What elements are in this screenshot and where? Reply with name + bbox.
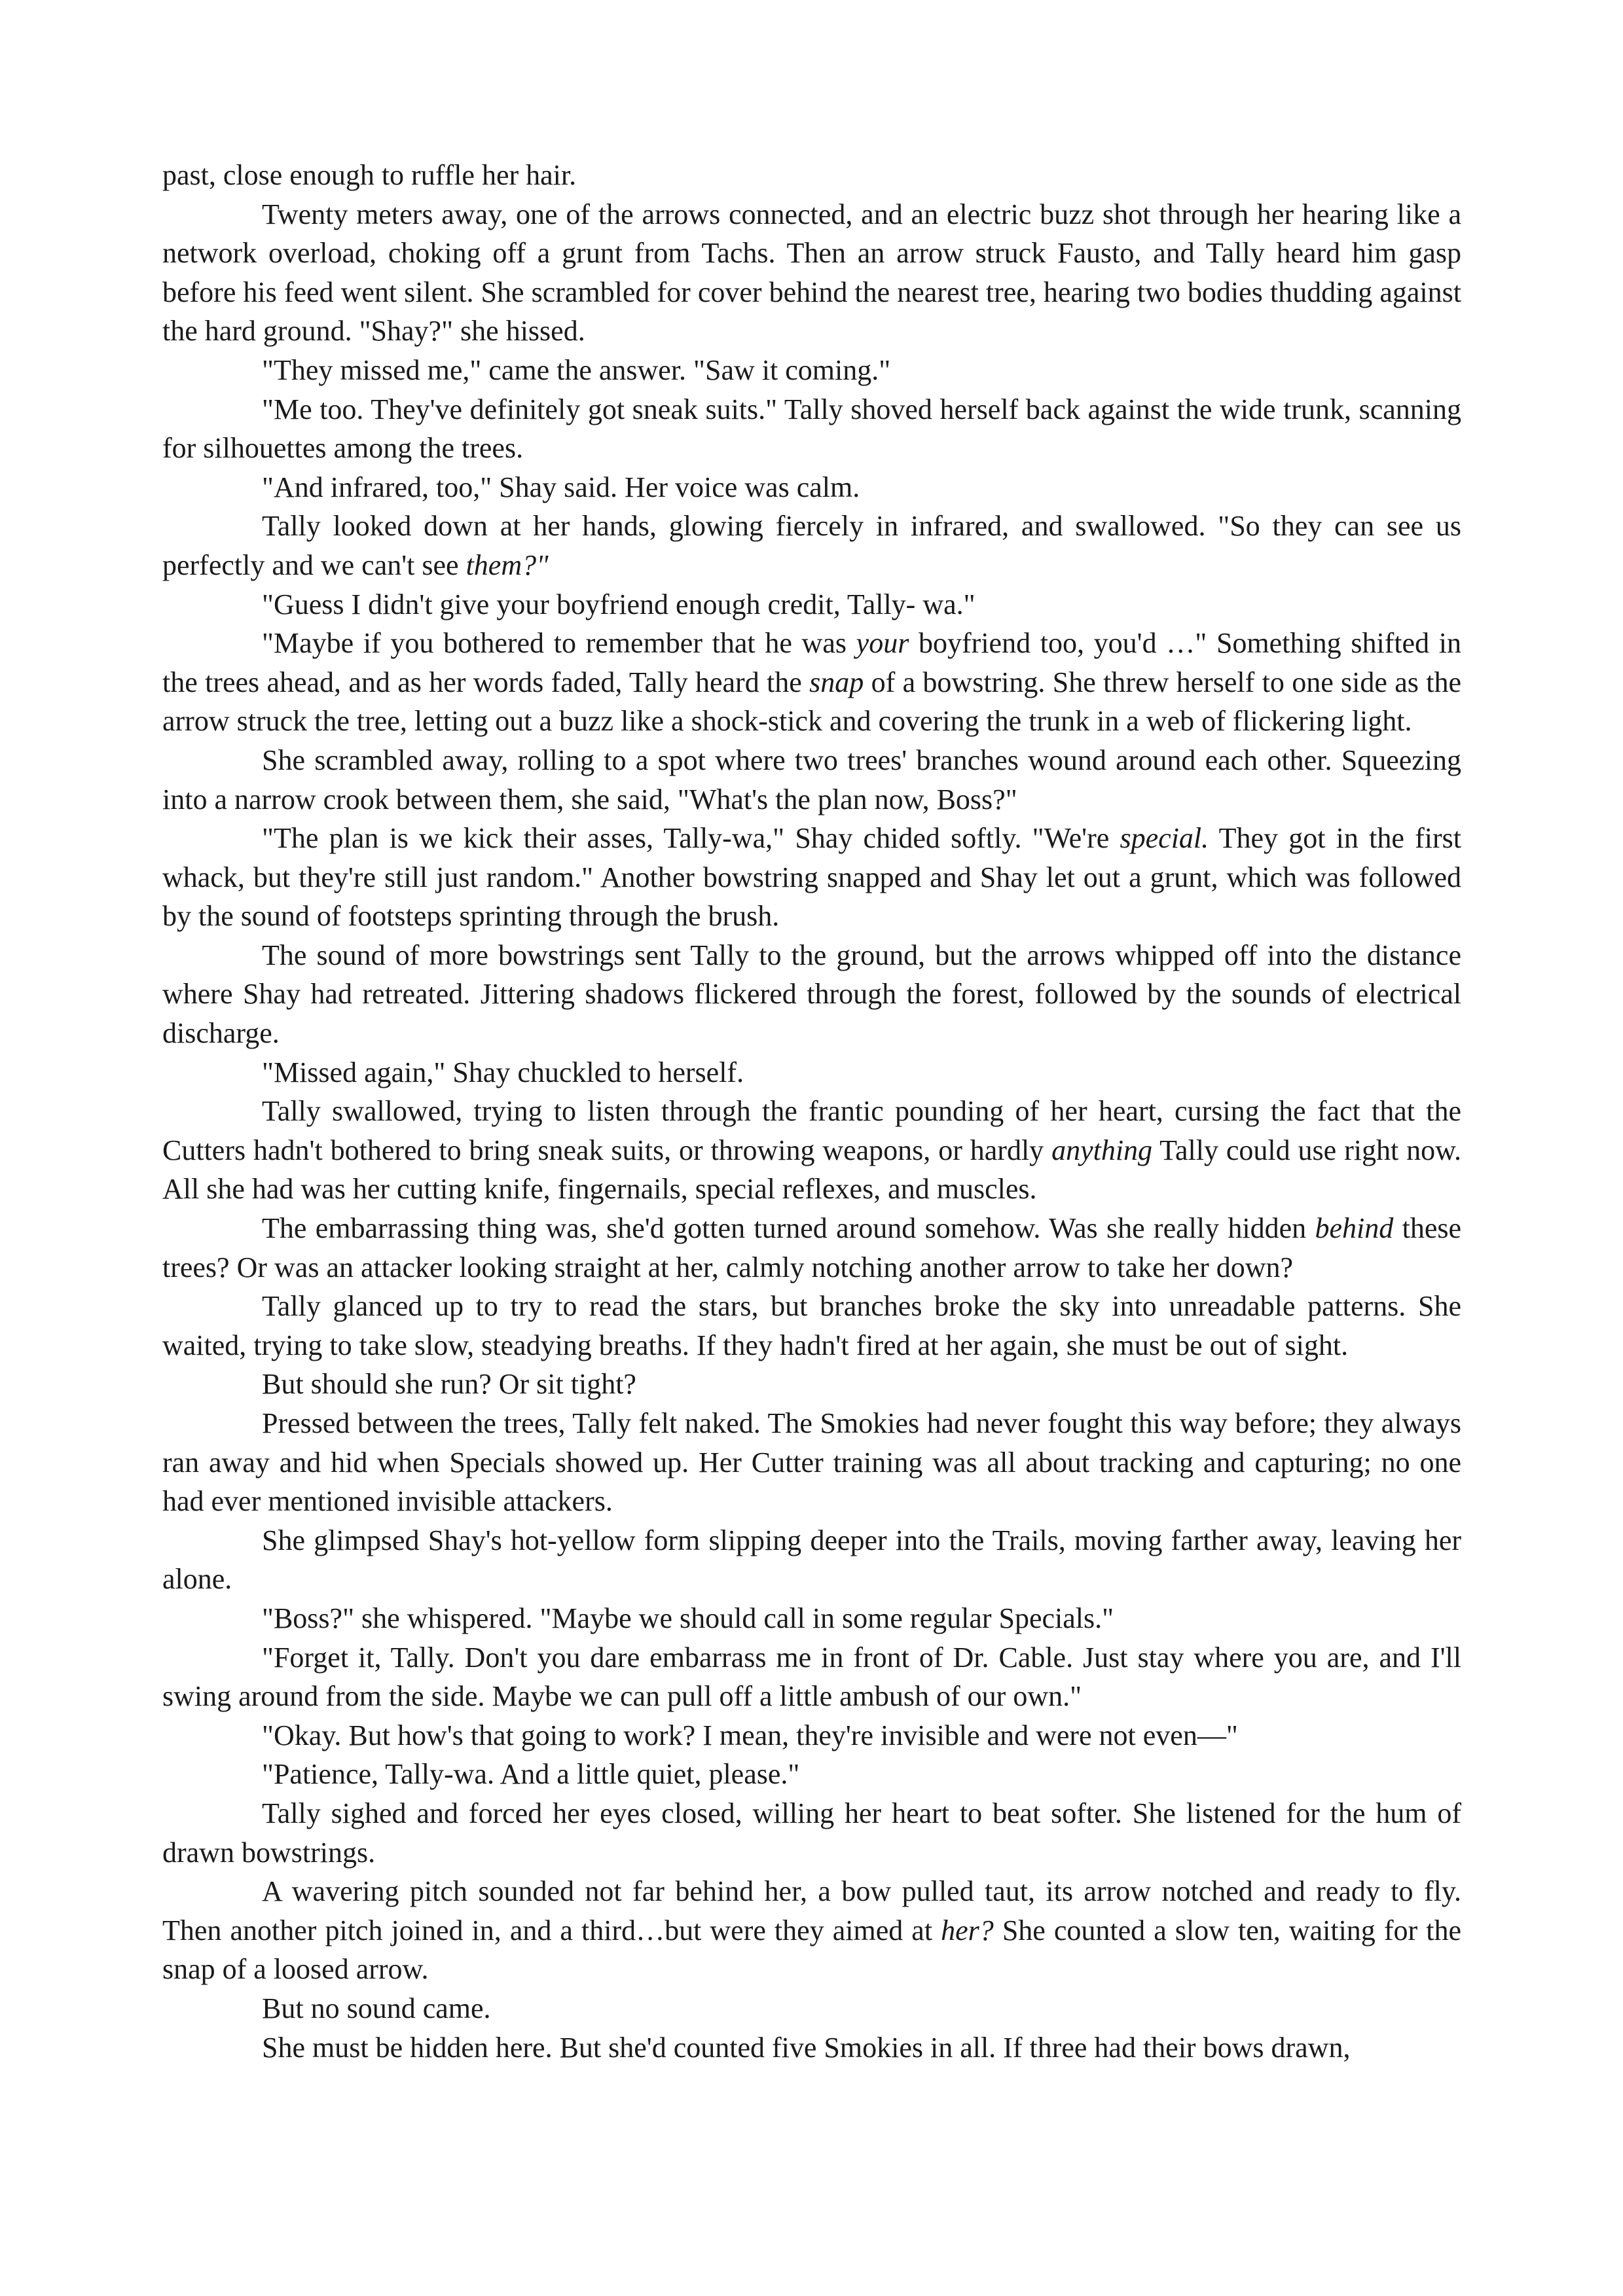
text-run: "Patience, Tally-wa. And a little quiet, please." (262, 1758, 800, 1791)
text-run: Tally swallowed, trying to listen through the frantic pounding of her heart, cursing the fact that the Cutters hadn't bothered to bring sneak suits, or throwing weapons, or hardly (162, 1095, 1461, 1166)
paragraph (162, 1365, 1461, 1404)
text-run: She scrambled away, rolling to a spot where two trees' branches wound around each other. Squeezing into a narrow crook between them, she said, "What's the plan now, Boss?" (162, 744, 1461, 816)
text-run: "Forget it, Tally. Don't you dare embarrass me in front of Dr. Cable. Just stay where you are, and I'll swing around from the side. Maybe we can pull off a little ambush of our own." (162, 1641, 1461, 1713)
paragraph (162, 1716, 1461, 1755)
paragraph (162, 936, 1461, 1053)
text-run: of a bowstring. She threw herself to one side as the arrow struck the tree, letting out a buzz like a shock-stick and covering the trunk in a web of flickering light. (162, 666, 1461, 738)
italic-text: snap (809, 666, 864, 698)
text-run: these trees? Or was an attacker looking straight at her, calmly notching another arrow to take her down? (162, 1212, 1461, 1283)
text-run: "Missed again," Shay chuckled to herself. (262, 1056, 744, 1088)
text-run: The embarrassing thing was, she'd gotten turned around somehow. Was she really hidden (262, 1212, 1315, 1245)
text-run: She counted a slow ten, waiting for the snap of a loosed arrow. (162, 1914, 1461, 1986)
text-run: The sound of more bowstrings sent Tally to the ground, but the arrows whipped off into the distance where Shay had retreated. Jittering shadows flickered through the forest, followed by the sounds of electrical discharge. (162, 939, 1461, 1050)
text-run: Tally looked down at her hands, glowing fiercely in infrared, and swallowed. "So they can see us perfectly and we can't see (162, 510, 1461, 581)
paragraph (162, 1404, 1461, 1521)
paragraph (162, 351, 1461, 390)
italic-text: behind (1315, 1212, 1394, 1245)
italic-text: special. (1120, 822, 1209, 855)
paragraph (162, 1755, 1461, 1794)
paragraph (162, 819, 1461, 936)
text-run: Tally glanced up to try to read the stars, but branches broke the sky into unreadable patterns. She waited, trying to take slow, steadying breaths. If they hadn't fired at her again, she must be out of sight. (162, 1290, 1461, 1361)
paragraph (162, 1989, 1461, 2028)
paragraph (162, 156, 1461, 195)
paragraph (162, 195, 1461, 351)
text-run: A wavering pitch sounded not far behind her, a bow pulled taut, its arrow notched and ready to fly. Then another pitch joined in, and a third…but were they aimed at (162, 1875, 1461, 1946)
text-run: But should she run? Or sit tight? (262, 1368, 636, 1401)
text-run: Tally sighed and forced her eyes closed, willing her heart to beat softer. She listened for the hum of drawn bowstrings. (162, 1797, 1461, 1869)
paragraph (162, 1872, 1461, 1989)
text-run: They got in the first whack, but they're still just random." Another bowstring snapped and Shay let out a grunt, which was followed by the sound of footsteps sprinting through the brush. (162, 822, 1461, 933)
text-run: "Guess I didn't give your boyfriend enough credit, Tally- wa." (262, 588, 976, 620)
paragraph (162, 1287, 1461, 1365)
text-run: Tally could use right now. All she had was her cutting knife, fingernails, special reflexes, and muscles. (162, 1134, 1461, 1206)
italic-text: anything (1051, 1134, 1153, 1166)
text-run: boyfriend too, you'd …" Something shifted in the trees ahead, and as her words faded, Tally heard the (162, 627, 1461, 698)
paragraph (162, 390, 1461, 468)
paragraph (162, 468, 1461, 507)
text-run: "They missed me," came the answer. "Saw it coming." (262, 353, 891, 386)
paragraph (162, 1521, 1461, 1599)
paragraph (162, 585, 1461, 624)
paragraph (162, 1053, 1461, 1092)
text-run: "Boss?" she whispered. "Maybe we should call in some regular Specials." (262, 1602, 1114, 1634)
paragraph (162, 1209, 1461, 1287)
text-run: "The plan is we kick their asses, Tally-wa," Shay chided softly. "We're (262, 822, 1120, 855)
text-run: "And infrared, too," Shay said. Her voice was calm. (262, 471, 860, 503)
italic-text: her? (941, 1914, 994, 1946)
text-run: But no sound came. (262, 1992, 491, 2024)
paragraph (162, 624, 1461, 741)
paragraph (162, 2028, 1461, 2068)
paragraph (162, 1794, 1461, 1872)
text-run: "Me too. They've definitely got sneak suits." Tally shoved herself back against the wide trunk, scanning for silhouettes among the trees. (162, 393, 1461, 465)
text-run: She glimpsed Shay's hot-yellow form slipping deeper into the Trails, moving farther away, leaving her alone. (162, 1524, 1461, 1596)
text-run: Pressed between the trees, Tally felt naked. The Smokies had never fought this way before; they always ran away and hid when Specials showed up. Her Cutter training was all about tracking and capturing; no one had ever mentioned invisible attackers. (162, 1407, 1461, 1518)
italic-text: them?" (465, 548, 549, 581)
text-run: She must be hidden here. But she'd counted five Smokies in all. If three had their bows drawn, (262, 2031, 1351, 2064)
paragraph (162, 1599, 1461, 1638)
text-run: past, close enough to ruffle her hair. (162, 159, 577, 191)
text-run: Twenty meters away, one of the arrows connected, and an electric buzz shot through her hearing like a network overload, choking off a grunt from Tachs. Then an arrow struck Fausto, and Tally heard him gasp before his feed went silent. She scrambled for cover behind the nearest tree, hearing two bodies thudding against the hard ground. "Shay?" she hissed. (162, 198, 1461, 348)
text-run: "Okay. But how's that going to work? I mean, they're invisible and were not even—" (262, 1719, 1238, 1751)
book-page (162, 156, 1461, 2067)
paragraph (162, 1638, 1461, 1716)
paragraph (162, 1092, 1461, 1209)
italic-text: your (856, 627, 909, 660)
text-run: "Maybe if you bothered to remember that he was (262, 627, 856, 660)
paragraph (162, 741, 1461, 819)
paragraph (162, 507, 1461, 584)
